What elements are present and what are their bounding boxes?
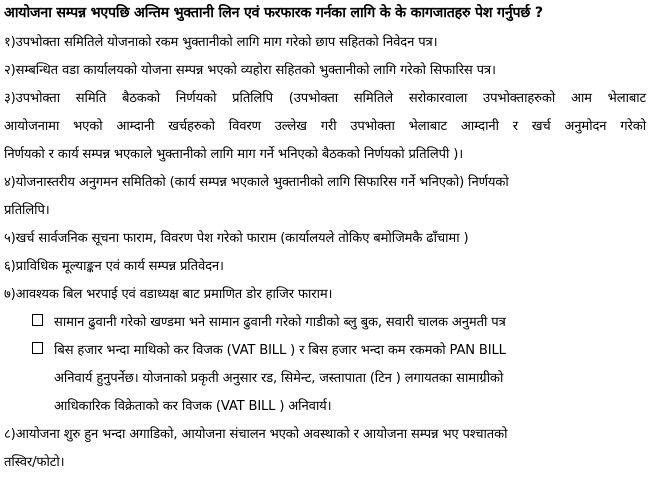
sub-item-2-line-3: आधिकारिक विक्रेताको कर विजक (VAT BILL ) अनिवार्य। — [54, 399, 332, 414]
item-6-line-1: ६)प्राविधिक मूल्याङ्कन एवं कार्य सम्पन्न प्रतिवेदन। — [4, 259, 224, 274]
item-4-line-2: प्रतिलिपि। — [4, 203, 50, 218]
sub-item-2-line-2: अनिवार्य हुनुपर्नेछ। योजनाको प्रकृती अनुसार रड, सिमेन्ट, जस्तापाता (टिन ) लगायतका सामाग्रीको — [54, 371, 504, 386]
checkbox-bullet-icon — [32, 342, 43, 354]
item-1-line-1: १)उपभोक्ता समितिले योजनाको रकम भुक्तानीको लागि माग गरेको छाप सहितको निवेदन पत्र। — [4, 35, 438, 50]
item-7-line-1: ७)आवश्यक बिल भरपाई एवं वडाध्यक्ष बाट प्रमाणित डोर हाजिर फाराम। — [4, 287, 333, 302]
document-heading: आयोजना सम्पन्न भएपछि अन्तिम भुक्तानी लिन एवं फरफारक गर्नका लागि के के कागजातहरु पेश गर्नुपर्छ ? — [4, 5, 543, 21]
item-3-line-2: आयोजनामा भएको आम्दानी खर्चहरुको विवरण उल्लेख गरी उपभोक्ता भेलाबाट आम्दानी र खर्च अनुमोदन गरेको — [4, 119, 646, 134]
item-8-line-1: ८)आयोजना शुरु हुन भन्दा अगाडिको, आयोजना संचालन भएको अवस्थाको र आयोजना सम्पन्न भए पश्चातको — [4, 427, 508, 442]
checkbox-bullet-icon — [32, 314, 43, 326]
item-4-line-1: ४)योजनास्तरीय अनुगमन समितिको (कार्य सम्पन्न भएकाले भुक्तानीको लागि सिफारिस गर्ने भनिएको) निर्णयको — [4, 175, 509, 190]
item-5-line-1: ५)खर्च सार्वजनिक सूचना फाराम, विवरण पेश गरेको फाराम (कार्यालयले तोकिए बमोजिमकै ढाँचामा ) — [4, 231, 469, 246]
sub-item-1-line-1: सामान ढुवानी गरेको खण्डमा भने सामान ढुवानी गरेको गाडीको ब्लु बुक, सवारी चालक अनुमती पत्र — [54, 315, 506, 330]
item-3-line-1: ३)उपभोक्ता समिति बैठकको निर्णयको प्रतिलिपि (उपभोक्ता समितिले सरोकारवाला उपभोक्ताहरुको आम भेलाबाट — [4, 91, 646, 106]
sub-item-2-line-1: बिस हजार भन्दा माथिको कर विजक (VAT BILL ) र बिस हजार भन्दा कम रकमको PAN BILL — [54, 343, 506, 358]
item-2-line-1: २)सम्बन्धित वडा कार्यालयको योजना सम्पन्न भएको व्यहोरा सहितको भुक्तानीको लागि गरेको सिफारिस पत्र। — [4, 63, 496, 78]
item-8-line-2: तस्विर/फोटो। — [4, 455, 65, 470]
item-3-line-3: निर्णयको र कार्य सम्पन्न भएकाले भुक्तानीको लागि माग गर्ने भनिएको बैठकको निर्णयको प्रतिलिपी )। — [4, 147, 464, 162]
